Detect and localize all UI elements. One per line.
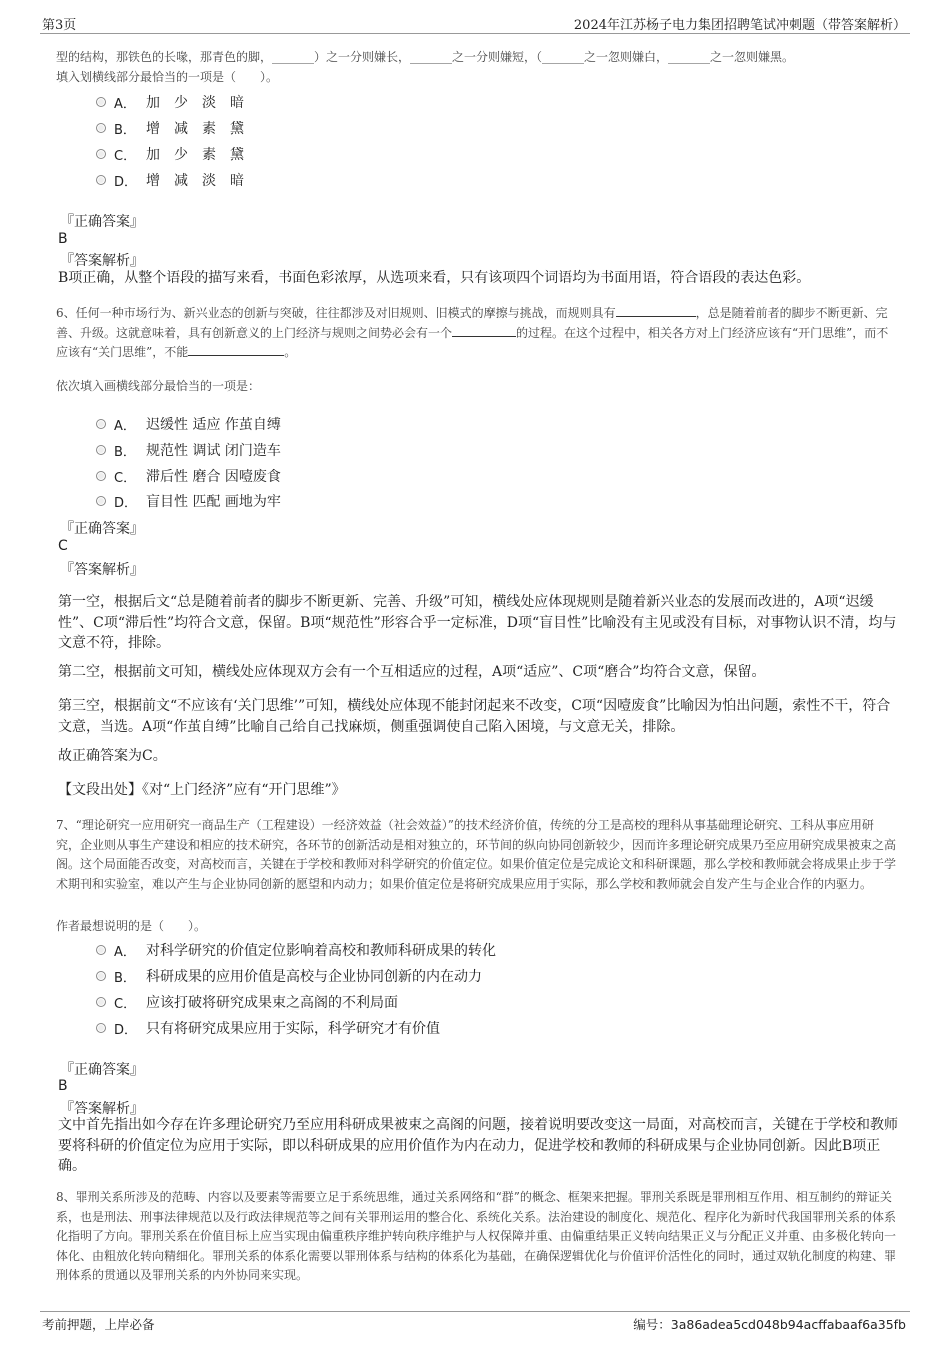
q5-answer: B <box>58 231 68 247</box>
radio-icon[interactable] <box>96 419 106 429</box>
q5-analysis-label: 『答案解析』 <box>60 253 144 269</box>
q7-option-a[interactable]: A． 对科学研究的价值定位影响着高校和教师科研成果的转化 <box>96 940 496 960</box>
q7-option-d[interactable]: D． 只有将研究成果应用于实际，科学研究才有价值 <box>96 1018 440 1038</box>
q5-stem-line1: 型的结构，那铁色的长喙，那青色的脚，_______）之一分则嫌长，_______之一分则嫌短，（_______之一忽则嫌白，_______之一忽则嫌黑。 <box>56 50 795 64</box>
q7-analysis: 文中首先指出如今存在许多理论研究乃至应用科研成果被束之高阁的问题，接着说明要改变这一局面，对高校而言，关键在于学校和教师要将科研的价值定位为应用于实际，即以科研成果的应用价值作为内在动力，促进学校和教师的科研成果与企业协同创新。因此B项正确。 <box>58 1117 898 1174</box>
document-code: 编号：3a86adea5cd048b94acffabaaf6a35fb <box>633 1317 906 1332</box>
radio-icon[interactable] <box>96 971 106 981</box>
q7-prompt: 作者最想说明的是（ ）。 <box>56 919 207 933</box>
q6-option-a[interactable]: A． 迟缓性 适应 作茧自缚 <box>96 414 281 434</box>
radio-icon[interactable] <box>96 123 106 133</box>
q5-option-b[interactable]: B． 增 减 素 黛 <box>96 118 244 138</box>
q8-stem: 8、罪刑关系所涉及的范畴、内容以及要素等需要立足于系统思维，通过关系网络和“群”的概念、框架来把握。罪刑关系既是罪刑相互作用、相互制约的辩证关系，也是刑法、刑事法律规范以及行政法律规范等之间有关罪刑运用的整合化、系统化关系。法治建设的制度化、规范化、程序化为新时代我国罪刑关系的体系化指明了方向。罪刑关系在价值目标上应当实现由偏重秩序维护转向秩序维护与人权保障并重、由偏重结果正义转向结果正义与分配正义并重、由多极化转向一体化、由粗放化转向精细化。罪刑关系的体系化需要以罪刑体系与结构的体系化为基础，在确保逻辑优化与价值评价活性化的同时，通过双轨化制度的构建、罪刑体系的贯通以及罪刑关系的内外协同来实现。 <box>56 1190 897 1282</box>
q6-source: 【文段出处】《对“上门经济”应有“开门思维”》 <box>58 782 346 798</box>
q7-option-b[interactable]: B． 科研成果的应用价值是高校与企业协同创新的内在动力 <box>96 966 482 986</box>
q7-option-c[interactable]: C． 应该打破将研究成果束之高阁的不利局面 <box>96 992 398 1012</box>
radio-icon[interactable] <box>96 97 106 107</box>
footer-divider <box>40 1311 910 1312</box>
q6-analysis-p2: 第二空，根据前文可知，横线处应体现双方会有一个互相适应的过程，A项“适应”、C项“磨合”均符合文意，保留。 <box>58 664 766 680</box>
q6-option-d[interactable]: D． 盲目性 匹配 画地为牢 <box>96 491 281 511</box>
q6-prompt: 依次填入画横线部分最恰当的一项是： <box>56 379 261 393</box>
footer-slogan: 考前押题，上岸必备 <box>42 1317 155 1332</box>
q6-analysis-p4: 故正确答案为C。 <box>58 748 167 764</box>
q5-analysis: B项正确，从整个语段的描写来看，书面色彩浓厚，从选项来看，只有该项四个词语均为书面用语，符合语段的表达色彩。 <box>58 270 811 286</box>
header-divider <box>40 33 910 34</box>
q6-stem: 6、任何一种市场行为、新兴业态的创新与突破，往往都涉及对旧规则、旧模式的摩擦与挑战，而规则具有 ，总是随着前者的脚步不断更新、完善、升级。这就意味着，具有创新意义的上门经济与规则之间势必会有一个 的过程。在这个过程中，相关各方对上门经济应该有“开门思维”，而不应该有“关门思维”，不能 。 <box>56 306 889 359</box>
q7-stem: 7、“理论研究一应用研究一商品生产（工程建设）一经济效益（社会效益）”的技术经济价值，传统的分工是高校的理科从事基础理论研究、工科从事应用研究，企业则从事生产建设和相应的技术研究，各环节的创新活动是相对独立的，环节间的纵向协同创新较少，因而许多理论研究成果乃至应用研究成果被束之高阁。这个局面能否改变，对高校而言，关键在于学校和教师对科学研究的价值定位。如果价值定位是完成论文和科研课题，那么学校和教师就会将成果止步于学术期刊和实验室，难以产生与企业协同创新的愿望和内动力；如果价值定位是将研究成果应用于实际，那么学校和教师就会自发产生与企业合作的内驱力。 <box>56 818 897 891</box>
radio-icon[interactable] <box>96 175 106 185</box>
q6-answer: C <box>58 538 68 554</box>
q6-analysis-p1: 第一空，根据后文“总是随着前者的脚步不断更新、完善、升级”可知，横线处应体现规则是随着新兴业态的发展而改进的，A项“迟缓性”、C项“滞后性”均符合文意，保留。B项“规范性”形容合乎一定标准，D项“盲目性”比喻没有主见或没有目标，对事物认识不清，均与文意不符，排除。 <box>58 594 897 651</box>
q7-analysis-label: 『答案解析』 <box>60 1101 144 1117</box>
q7-answer-label: 『正确答案』 <box>60 1062 144 1078</box>
radio-icon[interactable] <box>96 496 106 506</box>
q6-analysis-p3: 第三空，根据前文“不应该有‘关门思维’”可知，横线处应体现不能封闭起来不改变，C项“因噎废食”比喻因为怕出问题，索性不干，符合文意，当选。A项“作茧自缚”比喻自己给自己找麻烦，侧重强调使自己陷入困境，与文意无关，排除。 <box>58 698 891 735</box>
radio-icon[interactable] <box>96 471 106 481</box>
page-number: 第3页 <box>42 18 77 33</box>
blank-2 <box>452 324 516 337</box>
radio-icon[interactable] <box>96 945 106 955</box>
q6-answer-label: 『正确答案』 <box>60 521 144 537</box>
q5-option-d[interactable]: D． 增 减 淡 暗 <box>96 170 244 190</box>
q6-option-c[interactable]: C． 滞后性 磨合 因噎废食 <box>96 466 281 486</box>
radio-icon[interactable] <box>96 445 106 455</box>
radio-icon[interactable] <box>96 1023 106 1033</box>
q5-stem-line2: 填入划横线部分最恰当的一项是（ ）。 <box>56 70 279 84</box>
blank-3 <box>188 343 284 356</box>
q5-option-a[interactable]: A． 加 少 淡 暗 <box>96 92 244 112</box>
document-title: 2024年江苏杨子电力集团招聘笔试冲刺题（带答案解析） <box>573 18 906 33</box>
q5-answer-label: 『正确答案』 <box>60 214 144 230</box>
blank-1 <box>616 304 696 317</box>
radio-icon[interactable] <box>96 149 106 159</box>
q6-option-b[interactable]: B． 规范性 调试 闭门造车 <box>96 440 281 460</box>
radio-icon[interactable] <box>96 997 106 1007</box>
q5-option-c[interactable]: C． 加 少 素 黛 <box>96 144 244 164</box>
q6-analysis-label: 『答案解析』 <box>60 562 144 578</box>
q7-answer: B <box>58 1078 68 1094</box>
